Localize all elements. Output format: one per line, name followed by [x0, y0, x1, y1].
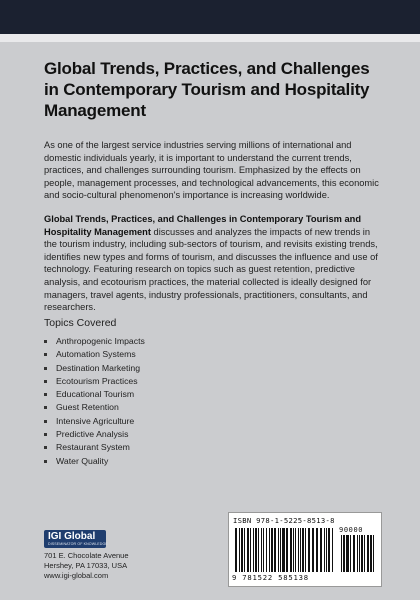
bullet-icon — [44, 420, 47, 423]
topics-list — [44, 335, 145, 468]
barcode-stripe — [244, 528, 245, 572]
barcode-stripe — [343, 535, 345, 572]
topic-item: Anthropogenic Impacts — [44, 335, 145, 348]
barcode-stripe — [332, 528, 333, 572]
intro-paragraph: As one of the largest service industries serving millions of international and domestic individuals yearly, it is important to understand the current trends, practices, and challenges surrounding tourism. Emphasized by the effects on people, management processes, and technological advancements, this economic and socio-cultural phenomenon's importance is increasing worldwide. — [44, 140, 379, 201]
barcode-stripe — [341, 535, 342, 572]
topic-item: Predictive Analysis — [44, 428, 145, 441]
barcode-stripe — [326, 528, 327, 572]
topic-item: Automation Systems — [44, 348, 145, 361]
topic-item: Educational Tourism — [44, 388, 145, 401]
barcode-stripe — [241, 528, 243, 572]
barcode-stripe — [250, 528, 251, 572]
address-line-2: Hershey, PA 17033, USA — [44, 561, 128, 570]
barcode-stripe — [367, 535, 369, 572]
barcode-stripe — [258, 528, 259, 572]
bullet-icon — [44, 393, 47, 396]
logo-name: IGI Global — [48, 531, 96, 542]
description-paragraph — [44, 213, 384, 314]
description-title: Global Trends, Practices, and Challenges in Contemporary Tourism and Hospitality Management — [44, 214, 362, 237]
logo-tagline: DISSEMINATOR OF KNOWLEDGE — [48, 542, 108, 546]
publisher-logo — [44, 530, 106, 548]
barcode-stripe — [346, 535, 349, 572]
bullet-icon — [44, 433, 47, 436]
barcode-stripe — [290, 528, 292, 572]
barcode-stripe — [269, 528, 270, 572]
bullet-icon — [44, 340, 47, 343]
topic-item: Restaurant System — [44, 441, 145, 454]
barcode-stripe — [280, 528, 281, 572]
barcode-stripe — [261, 528, 262, 572]
barcode-stripe — [266, 528, 267, 572]
barcode-stripe — [247, 528, 249, 572]
bullet-icon — [44, 406, 47, 409]
barcode-stripe — [255, 528, 257, 572]
barcode-stripe — [353, 535, 355, 572]
publisher-address — [44, 551, 129, 581]
bullet-icon — [44, 353, 47, 356]
bullet-icon — [44, 460, 47, 463]
barcode-stripe — [239, 528, 240, 572]
barcode-stripe — [300, 528, 301, 572]
isbn-barcode — [228, 512, 382, 587]
address-line-1: 701 E. Chocolate Avenue — [44, 551, 129, 560]
publisher-website: www.igi-global.com — [44, 571, 109, 580]
barcode-stripe — [357, 535, 358, 572]
barcode-stripe — [373, 535, 374, 572]
barcode-stripe — [361, 535, 363, 572]
barcode-stripe — [235, 528, 237, 572]
topic-item: Guest Retention — [44, 401, 145, 414]
barcode-stripe — [298, 528, 299, 572]
topics-heading: Topics Covered — [44, 317, 117, 329]
bullet-icon — [44, 446, 47, 449]
ean-barcode-bars — [235, 528, 335, 572]
barcode-stripe — [328, 528, 330, 572]
barcode-stripe — [308, 528, 310, 572]
ean-number: 9 781522 585138 — [232, 573, 309, 582]
barcode-stripe — [312, 528, 314, 572]
description-body: discusses and analyzes the impacts of new trends in the tourism industry, including sub-sectors of tourism, and revisits existing trends, identifies new types and forms of tourism, and discusses the influence and use of technology. Featuring research on topics such as guest retention, predictive analysis, and ecotourism practices, the material collected is ideally designed for managers, travel agents, industry professionals, practitioners, consultants, and researchers. — [44, 226, 378, 313]
barcode-stripe — [370, 535, 372, 572]
barcode-stripe — [293, 528, 294, 572]
barcode-stripe — [274, 528, 276, 572]
barcode-stripe — [286, 528, 288, 572]
addon-barcode-bars — [341, 535, 377, 572]
topic-item: Ecotourism Practices — [44, 375, 145, 388]
barcode-stripe — [305, 528, 306, 572]
barcode-stripe — [302, 528, 304, 572]
topic-item: Water Quality — [44, 455, 145, 468]
cover-top-strip — [0, 34, 420, 42]
topic-item: Destination Marketing — [44, 362, 145, 375]
barcode-stripe — [364, 535, 365, 572]
isbn-number: ISBN 978-1-5225-8513-8 — [233, 516, 335, 525]
bullet-icon — [44, 380, 47, 383]
book-title: Global Trends, Practices, and Challenges in Contemporary Tourism and Hospitality Management — [44, 59, 370, 120]
barcode-stripe — [271, 528, 273, 572]
bullet-icon — [44, 367, 47, 370]
barcode-stripe — [324, 528, 325, 572]
barcode-stripe — [359, 535, 360, 572]
barcode-stripe — [263, 528, 264, 572]
barcode-stripe — [316, 528, 318, 572]
topic-item: Intensive Agriculture — [44, 415, 145, 428]
cover-top-band — [0, 0, 420, 34]
barcode-addon-number: 90000 — [339, 526, 364, 534]
barcode-stripe — [278, 528, 279, 572]
barcode-stripe — [282, 528, 285, 572]
barcode-stripe — [295, 528, 296, 572]
barcode-stripe — [350, 535, 351, 572]
barcode-stripe — [253, 528, 254, 572]
barcode-stripe — [320, 528, 322, 572]
